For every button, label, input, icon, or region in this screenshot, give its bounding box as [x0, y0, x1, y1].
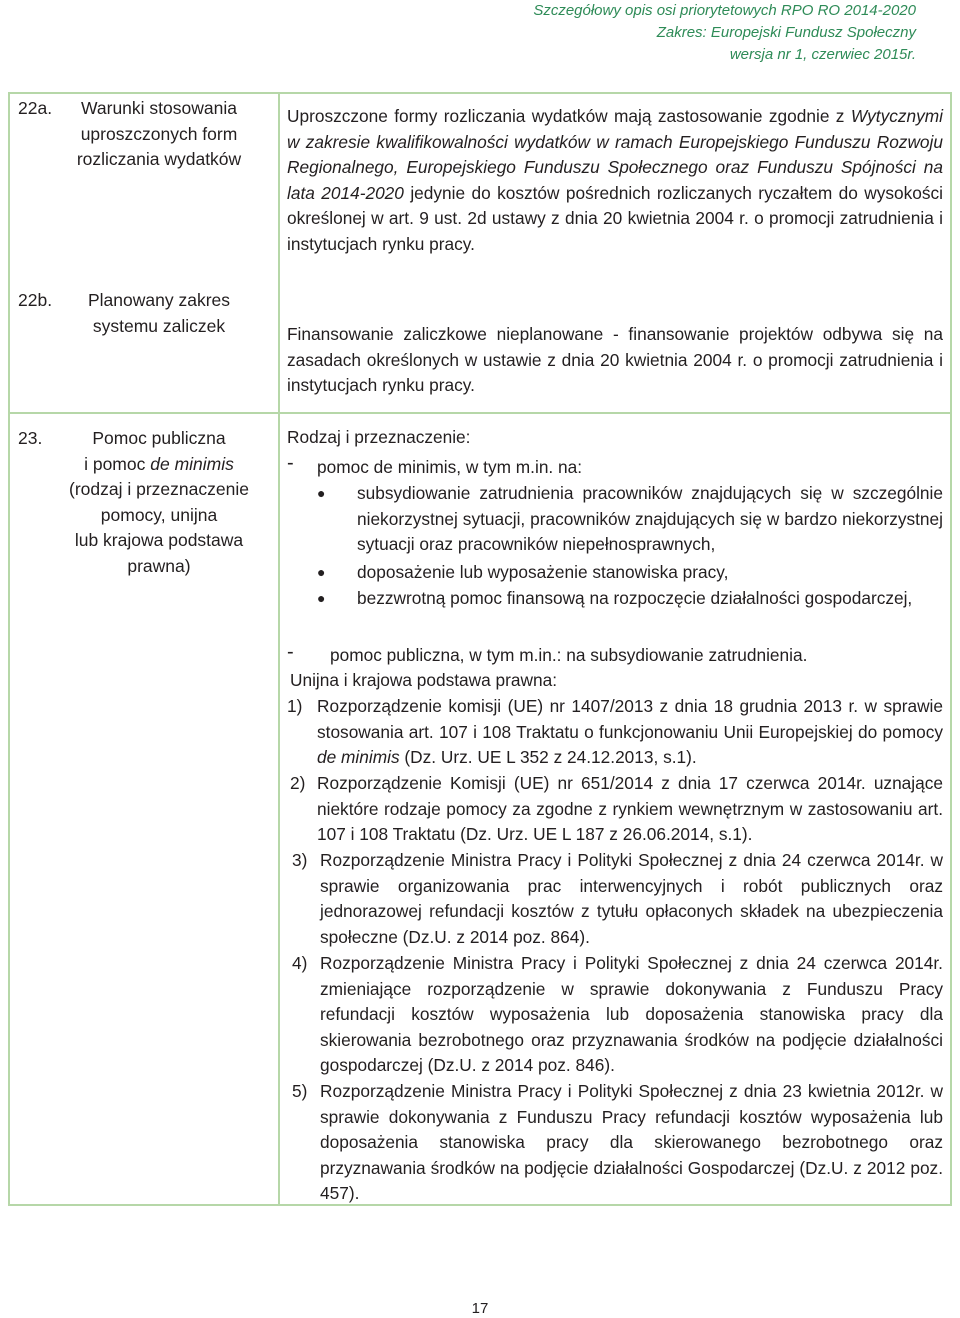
item-pomoc-publiczna: pomoc publiczna, w tym m.in.: na subsydiowanie zatrudnienia.	[330, 645, 808, 665]
label-23	[14, 426, 264, 580]
label-22a	[14, 96, 264, 173]
label-23-line6: prawna)	[127, 555, 191, 576]
legal-basis-4: Rozporządzenie Ministra Pracy i Polityki Społecznej z dnia 24 czerwca 2014r. zmieniające rozporządzenie w sprawie dokonywania z Funduszu Pracy refundacji kosztów wyposażenia lub doposażenia stanowiska pracy dla skierowania bezrobotnego oraz przyznawania środków na podjęcie działalności gospodarczej (Dz.U. z 2014 poz. 846).	[320, 953, 943, 1076]
list-number-1: 1)	[287, 696, 303, 716]
list-number-2: 2)	[290, 773, 306, 793]
legal-basis-5: Rozporządzenie Ministra Pracy i Polityki Społecznej z dnia 23 kwietnia 2012r. w sprawie dokonywania z Funduszu Pracy refundacji kosztów wyposażenia lub doposażenia stanowiska pracy dla skierowanego bezrobotnego oraz przyznawania środków na podjęcie działalności Gospodarczej (Dz.U. z 2012 poz. 457).	[320, 1081, 943, 1204]
row-divider	[10, 412, 950, 414]
label-22a-line1: Warunki stosowania	[81, 98, 237, 118]
label-23-line4: pomocy, unijna	[100, 504, 218, 525]
column-divider	[278, 94, 280, 1204]
header-scope: Zakres: Europejski Fundusz Społeczny	[656, 24, 916, 41]
legal-basis-3: Rozporządzenie Ministra Pracy i Polityki Społecznej z dnia 24 czerwca 2014r. w sprawie organizowania prac interwencyjnych i robót publicznych oraz jednorazowej refundacji kosztów z tytułu opłaconych składek na ubezpieczenia społeczne (Dz.U. z 2014 poz. 864).	[320, 850, 943, 947]
legal-basis-1: Rozporządzenie komisji (UE) nr 1407/2013 z dnia 18 grudnia 2013 r. w sprawie stosowania art. 107 i 108 Traktatu o funkcjonowaniu Unii Europejskiej do pomocy de minimis (Dz. Urz. UE L 352 z 24.12.2013, s.1).	[317, 696, 943, 768]
label-22b-line2: systemu zaliczek	[92, 315, 226, 336]
label-23-line3: (rodzaj i przeznaczenie	[69, 479, 249, 500]
podstawa-heading: Unijna i krajowa podstawa prawna:	[290, 670, 558, 690]
content-22a: Uproszczone formy rozliczania wydatków mają zastosowanie zgodnie z Wytycznymi w zakresie kwalifikowalności wydatków w ramach Europejskiego Funduszu Rozwoju Regionalnego, Europejskiego Funduszu Społecznego oraz Funduszu Spójności na lata 2014-2020 jedynie do kosztów pośrednich rozliczanych ryczałtem do wysokości określonej w art. 9 ust. 2d ustawy z dnia 20 kwietnia 2004 r. o promocji zatrudnienia i instytucjach rynku pracy.	[287, 106, 943, 254]
item-de-minimis: pomoc de minimis, w tym m.in. na:	[317, 457, 583, 477]
label-22b-line1: Planowany zakres	[87, 290, 231, 310]
header-title: Szczegółowy opis osi priorytetowych RPO RO 2014-2020	[533, 2, 916, 19]
label-23-line1: Pomoc publiczna	[92, 428, 226, 448]
label-23-line5: lub krajowa podstawa	[74, 530, 244, 551]
label-23-line2: i pomoc de minimis	[84, 453, 234, 474]
header-version: wersja nr 1, czerwiec 2015r.	[729, 46, 916, 63]
row-number-22a: 22a.	[18, 98, 53, 118]
label-22a-line3: rozliczania wydatków	[76, 149, 242, 170]
bullet-icon: ●	[317, 485, 326, 501]
bullet-item-3: bezzwrotną pomoc finansową na rozpoczęcie działalności gospodarczej,	[357, 588, 913, 608]
bullet-item-1: subsydiowanie zatrudnienia pracowników znajdujących się w szczególnie niekorzystnej sytuacji, pracowników znajdujących się w bardzo niekorzystnej sytuacji oraz pracowników niepełnosprawnych,	[357, 483, 943, 555]
label-22a-line2: uproszczonych form	[80, 123, 238, 144]
row-number-23: 23.	[18, 428, 43, 448]
rodzaj-heading: Rodzaj i przeznaczenie:	[287, 427, 471, 447]
dash-marker: -	[287, 641, 294, 663]
bullet-item-2: doposażenie lub wyposażenie stanowiska pracy,	[357, 562, 729, 582]
bullet-icon: ●	[317, 590, 326, 606]
list-number-5: 5)	[292, 1081, 308, 1101]
label-22b	[14, 288, 264, 339]
list-number-3: 3)	[292, 850, 308, 870]
list-number-4: 4)	[292, 953, 308, 973]
row-number-22b: 22b.	[18, 290, 53, 310]
content-22b: Finansowanie zaliczkowe nieplanowane - finansowanie projektów odbywa się na zasadach określonych w ustawie z dnia 20 kwietnia 2004 r. o promocji zatrudnienia i instytucjach rynku pracy.	[287, 324, 943, 396]
document-header	[533, 0, 916, 66]
page-number: 17	[471, 1300, 489, 1317]
dash-marker: -	[287, 452, 294, 474]
bullet-icon: ●	[317, 564, 326, 580]
legal-basis-2: Rozporządzenie Komisji (UE) nr 651/2014 z dnia 17 czerwca 2014r. uznające niektóre rodzaje pomocy za zgodne z rynkiem wewnętrznym w zastosowaniu art. 107 i 108 Traktatu (Dz. Urz. UE L 187 z 26.06.2014, s.1).	[317, 773, 943, 845]
